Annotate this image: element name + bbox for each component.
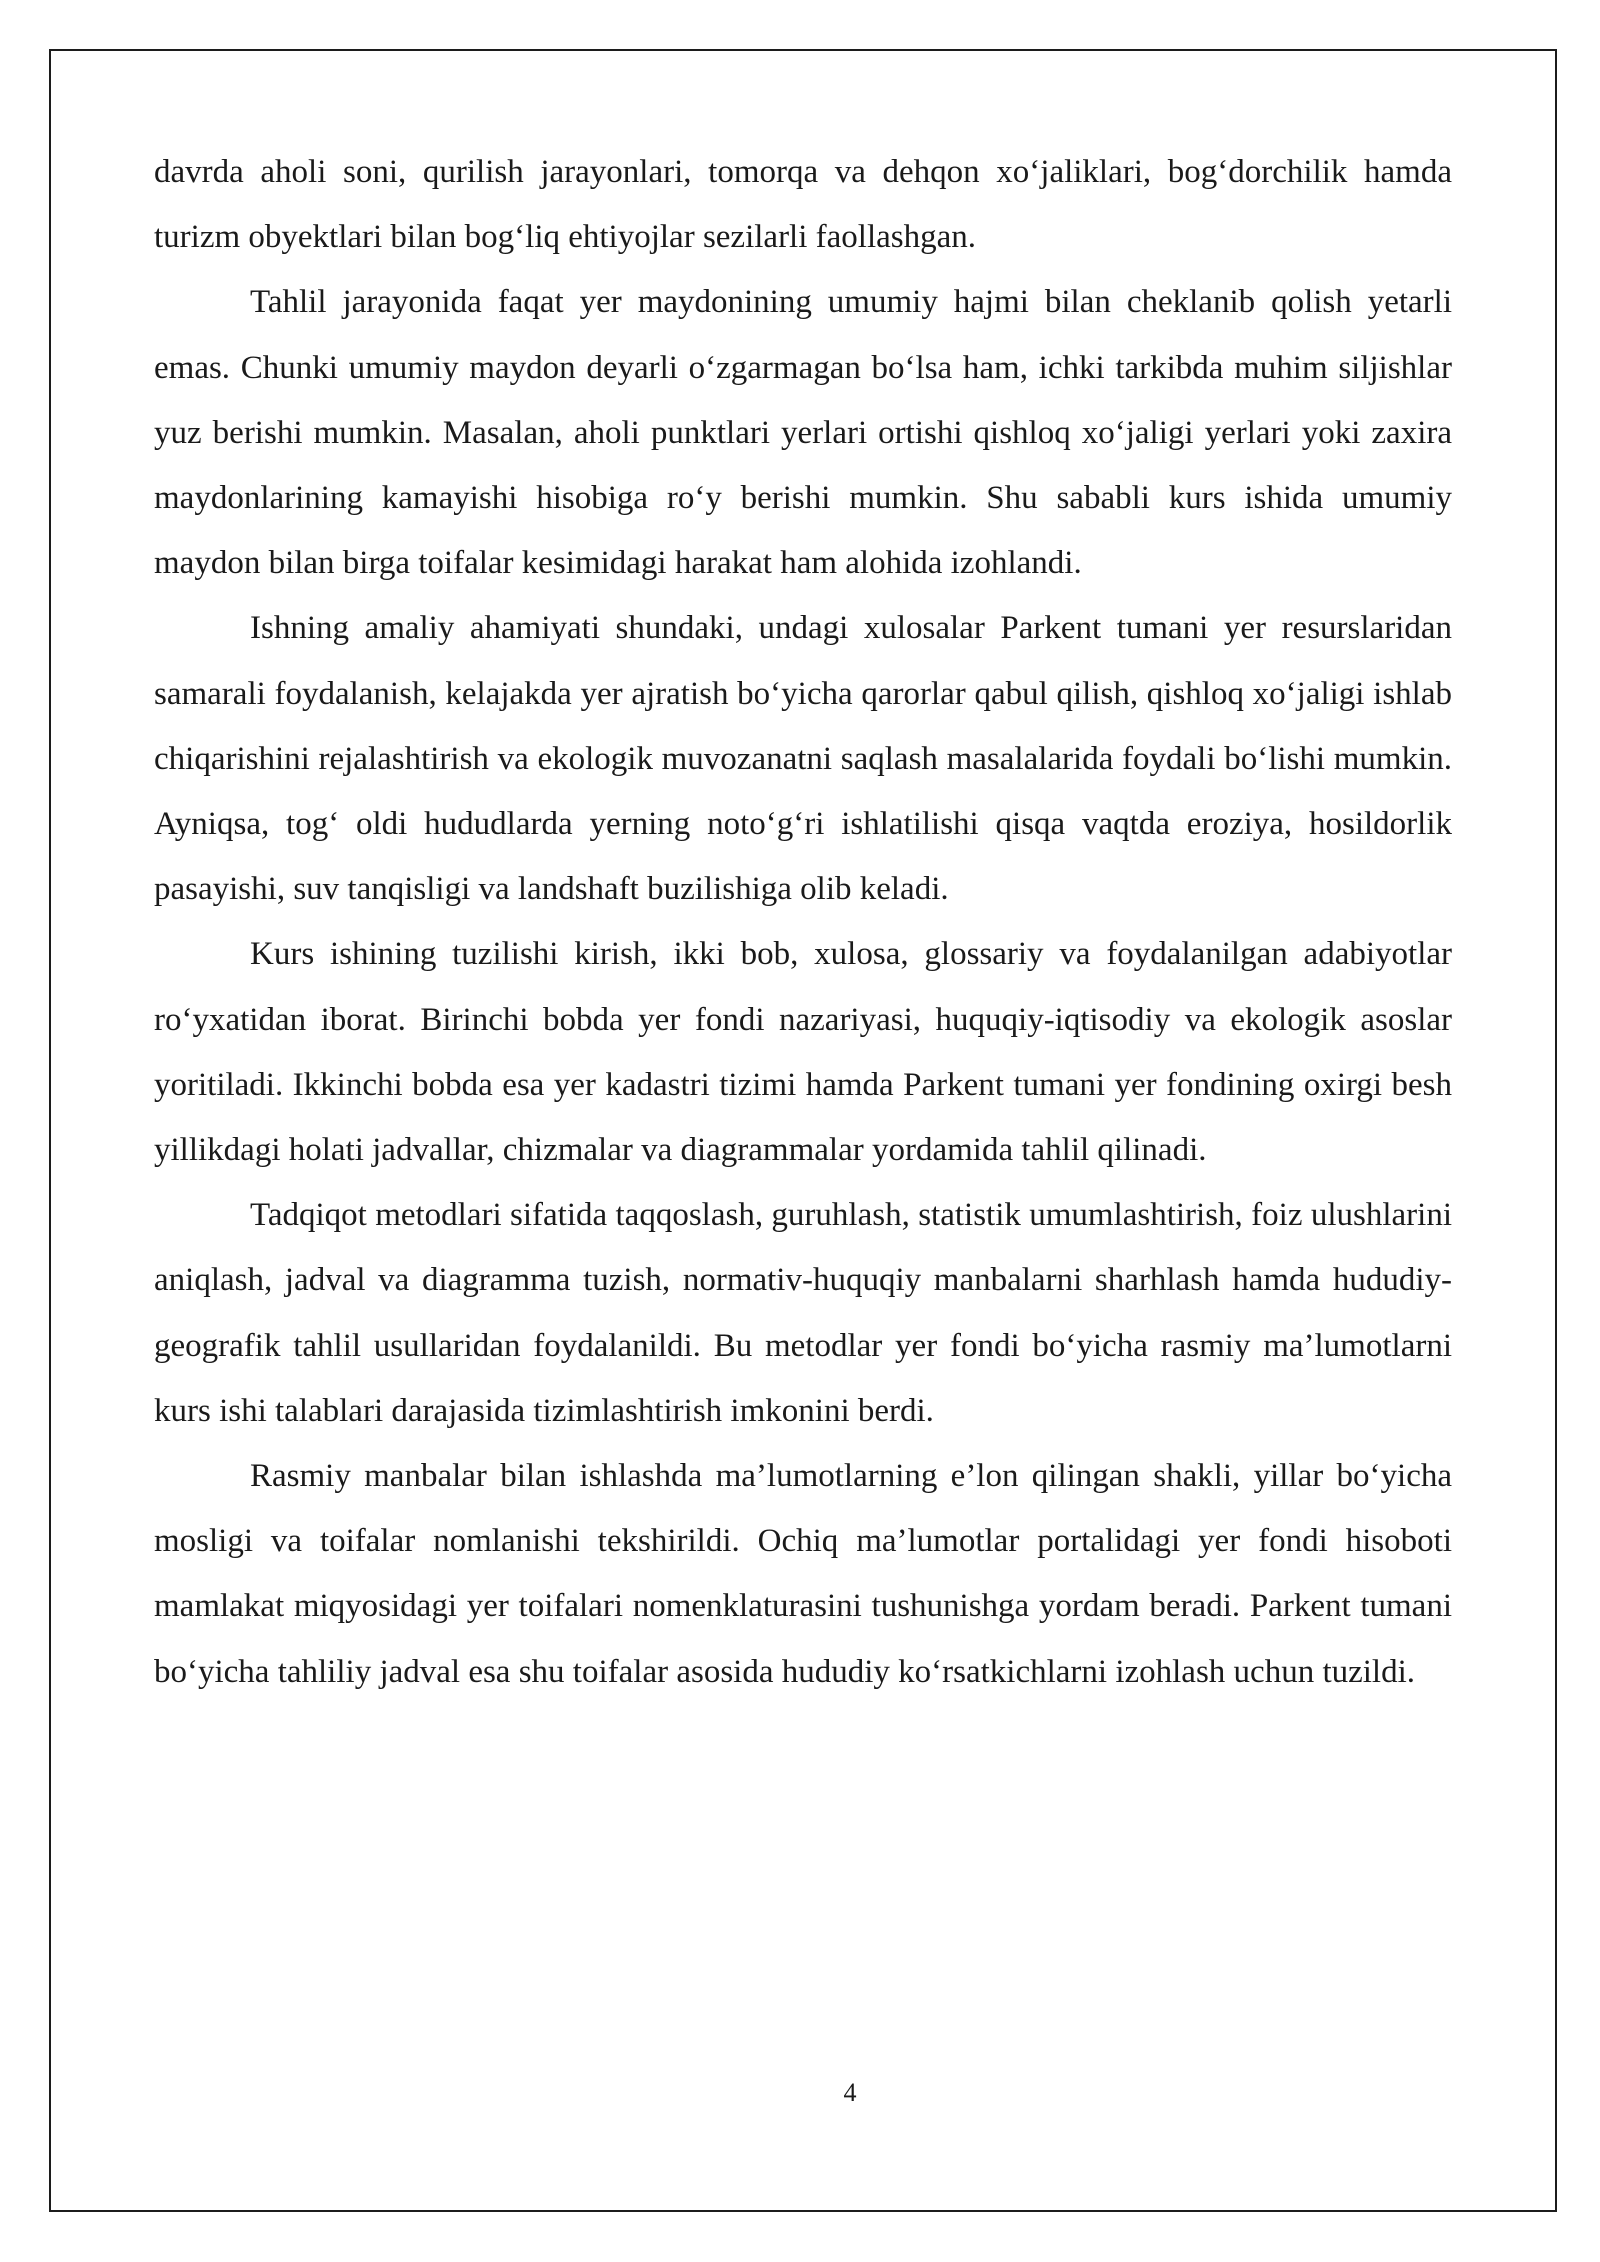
paragraph-2: Tahlil jarayonida faqat yer maydonining umumiy hajmi bilan cheklanib qolish yetarli emas. Chunki umumiy maydon deyarli o‘zgarmagan bo‘lsa ham, ichki tarkibda muhim siljishlar yuz berishi mumkin. Masalan, aholi punktlari yerlari ortishi qishloq xo‘jaligi yerlari yoki zaxira maydonlarining kamayishi hisobiga ro‘y berishi mumkin. Shu sababli kurs ishida umumiy maydon bilan birga toifalar kesimidagi harakat ham alohida izohlandi. — [154, 284, 1452, 582]
paragraph-3: Ishning amaliy ahamiyati shundaki, undagi xulosalar Parkent tumani yer resurslaridan samarali foydalanish, kelajakda yer ajratish bo‘yicha qarorlar qabul qilish, qishloq xo‘jaligi ishlab chiqarishini rejalashtirish va ekologik muvozanatni saqlash masalalarida foydali bo‘lishi mumkin. Ayniqsa, tog‘ oldi hududlarda yerning noto‘g‘ri ishlatilishi qisqa vaqtda eroziya, hosildorlik pasayishi, suv tanqisligi va landshaft buzilishiga olib keladi. — [154, 610, 1452, 908]
page-number: 4 — [843, 2078, 857, 2107]
paragraph-6: Rasmiy manbalar bilan ishlashda ma’lumotlarning e’lon qilingan shakli, yillar bo‘yicha mosligi va toifalar nomlanishi tekshirildi. Ochiq ma’lumotlar portalidagi yer fondi hisoboti mamlakat miqyosidagi yer toifalari nomenklaturasini tushunishga yordam beradi. Parkent tumani bo‘yicha tahliliy jadval esa shu toifalar asosida hududiy ko‘rsatkichlarni izohlash uchun tuzildi. — [154, 1458, 1452, 1690]
paragraph-1: davrda aholi soni, qurilish jarayonlari, tomorqa va dehqon xo‘jaliklari, bog‘dorchilik hamda turizm obyektlari bilan bog‘liq ehtiyojlar sezilarli faollashgan. — [154, 154, 1452, 256]
document-body — [154, 140, 1452, 1705]
paragraph-4: Kurs ishining tuzilishi kirish, ikki bob, xulosa, glossariy va foydalanilgan adabiyotlar ro‘yxatidan iborat. Birinchi bobda yer fondi nazariyasi, huquqiy-iqtisodiy va ekologik asoslar yoritiladi. Ikkinchi bobda esa yer kadastri tizimi hamda Parkent tumani yer fondining oxirgi besh yillikdagi holati jadvallar, chizmalar va diagrammalar yordamida tahlil qilinadi. — [154, 936, 1452, 1169]
paragraph-5: Tadqiqot metodlari sifatida taqqoslash, guruhlash, statistik umumlashtirish, foiz ulushlarini aniqlash, jadval va diagramma tuzish, normativ-huquqiy manbalarni sharhlash hamda hududiy-geografik tahlil usullaridan foydalanildi. Bu metodlar yer fondi bo‘yicha rasmiy ma’lumotlarni kurs ishi talablari darajasida tizimlashtirish imkonini berdi. — [154, 1197, 1452, 1429]
